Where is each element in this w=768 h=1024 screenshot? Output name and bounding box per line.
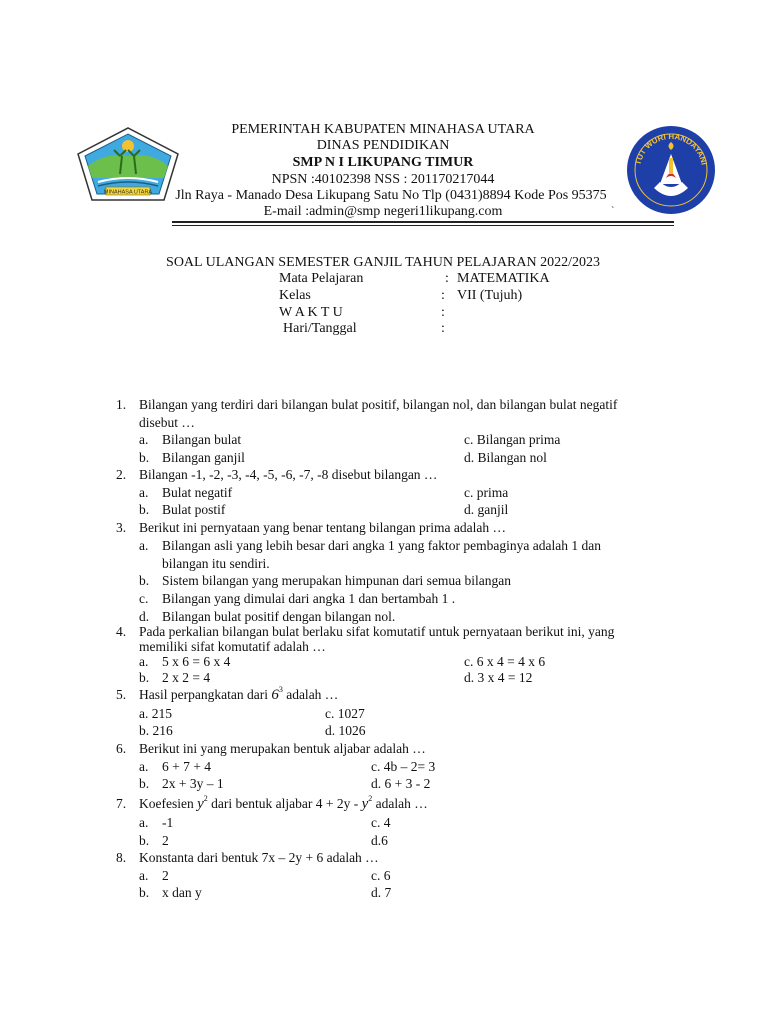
q1-option-a: Bilangan bulat	[162, 432, 242, 447]
field-value-subject: MATEMATIKA	[457, 271, 550, 286]
field-sep-subject: :	[445, 271, 449, 286]
q6-option-b: 2x + 3y – 1	[162, 776, 224, 791]
letterhead-rule-thick	[172, 221, 674, 223]
q7-var2: y	[361, 796, 369, 812]
school-address: Jln Raya - Manado Desa Likupang Satu No Tlp (0431)8894 Kode Pos 95375	[175, 188, 607, 203]
q1-option-a-letter: a.	[139, 432, 149, 447]
q5-option-c: c. 1027	[325, 706, 365, 721]
q8-option-a-letter: a.	[139, 868, 149, 883]
q7-exponent2: 2	[368, 794, 373, 803]
q3-option-b: Sistem bilangan yang merupakan himpunan dari semua bilangan	[162, 573, 512, 588]
field-label-time: W A K T U	[279, 305, 343, 320]
q8-option-c: c. 6	[371, 868, 391, 883]
q6-text: Berikut ini yang merupakan bentuk aljabar adalah …	[139, 741, 426, 756]
q5-option-b: b. 216	[139, 723, 173, 738]
q7-text-mid: dari bentuk aljabar 4 + 2y -	[211, 796, 359, 811]
q2-option-a: Bulat negatif	[162, 485, 233, 500]
q1-text-line1: Bilangan yang terdiri dari bilangan bulat positif, bilangan nol, dan bilangan bulat negatif	[139, 397, 618, 412]
q5-option-a: a. 215	[139, 706, 172, 721]
q2-option-a-letter: a.	[139, 485, 149, 500]
field-sep-date: :	[441, 321, 445, 336]
q1-option-b: Bilangan ganjil	[162, 450, 245, 465]
letterhead-rule-thin	[172, 225, 674, 226]
q4-option-b-letter: b.	[139, 670, 150, 685]
q3-option-c-letter: c.	[139, 591, 149, 606]
q4-option-b: 2 x 2 = 4	[162, 670, 211, 685]
q2-text: Bilangan -1, -2, -3, -4, -5, -6, -7, -8 disebut bilangan …	[139, 467, 438, 482]
q6-number: 6.	[116, 741, 127, 756]
q1-option-b-letter: b.	[139, 450, 150, 465]
q2-option-b: Bulat postif	[162, 502, 226, 517]
q4-option-a: 5 x 6 = 6 x 4	[162, 654, 231, 669]
q3-option-a-letter: a.	[139, 538, 149, 553]
school-email: E-mail :admin@smp negeri1likupang.com	[263, 204, 503, 219]
q7-var: y	[197, 796, 204, 812]
q3-option-b-letter: b.	[139, 573, 150, 588]
exam-title: SOAL ULANGAN SEMESTER GANJIL TAHUN PELAJARAN 2022/2023	[166, 255, 600, 270]
q7-text	[139, 796, 428, 812]
q6-option-a-letter: a.	[139, 759, 149, 774]
q7-text-post: adalah …	[375, 796, 428, 811]
q8-option-b-letter: b.	[139, 885, 150, 900]
left-logo-banner-text: MINAHASA UTARA	[103, 189, 153, 196]
q5-text-post: adalah …	[286, 687, 339, 702]
q8-option-b: x dan y	[162, 885, 202, 900]
school-name: SMP N I LIKUPANG TIMUR	[292, 155, 474, 170]
q3-option-d-letter: d.	[139, 609, 150, 624]
q7-text-pre: Koefesien	[139, 796, 194, 811]
q3-option-a-line2: bilangan itu sendiri.	[162, 556, 270, 571]
q2-option-d: d. ganjil	[464, 502, 509, 517]
q7-number: 7.	[116, 796, 127, 811]
q8-option-a: 2	[162, 868, 169, 883]
q4-option-c: c. 6 x 4 = 4 x 6	[464, 654, 546, 669]
q2-option-c: c. prima	[464, 485, 509, 500]
field-label-subject: Mata Pelajaran	[279, 271, 364, 286]
q7-option-a: -1	[162, 815, 174, 830]
q7-option-b: 2	[162, 833, 169, 848]
q7-option-b-letter: b.	[139, 833, 150, 848]
q3-option-d: Bilangan bulat positif dengan bilangan nol.	[162, 609, 396, 624]
stray-mark: `	[611, 206, 615, 217]
government-name: PEMERINTAH KABUPATEN MINAHASA UTARA	[231, 122, 535, 137]
q7-option-d: d.6	[371, 833, 388, 848]
field-value-class: VII (Tujuh)	[457, 288, 523, 303]
q5-option-d: d. 1026	[325, 723, 366, 738]
q3-text: Berikut ini pernyataan yang benar tentang bilangan prima adalah …	[139, 520, 506, 535]
right-logo-text: TUT WURI HANDAYANI	[633, 131, 709, 166]
q2-option-b-letter: b.	[139, 502, 150, 517]
q6-option-c: c. 4b – 2= 3	[371, 759, 436, 774]
q5-base: 6	[271, 687, 279, 703]
q1-option-c: c. Bilangan prima	[464, 432, 561, 447]
q4-number: 4.	[116, 624, 127, 639]
q8-text: Konstanta dari bentuk 7x – 2y + 6 adalah …	[139, 850, 379, 865]
q3-option-c: Bilangan yang dimulai dari angka 1 dan bertambah 1 .	[162, 591, 456, 606]
q4-text-line1: Pada perkalian bilangan bulat berlaku sifat komutatif untuk pernyataan berikut ini, yang	[139, 624, 615, 639]
tut-wuri-handayani-logo	[624, 124, 718, 216]
q2-number: 2.	[116, 467, 127, 482]
field-label-date: Hari/Tanggal	[283, 321, 357, 336]
q7-option-c: c. 4	[371, 815, 391, 830]
q3-option-a-line1: Bilangan asli yang lebih besar dari angka 1 yang faktor pembaginya adalah 1 dan	[162, 538, 601, 553]
school-ids: NPSN :40102398 NSS : 201170217044	[271, 172, 495, 187]
q5-exponent: 3	[278, 685, 283, 694]
q4-text-line2: memiliki sifat komutatif adalah …	[139, 639, 326, 654]
q1-number: 1.	[116, 397, 127, 412]
q3-number: 3.	[116, 520, 127, 535]
q6-option-b-letter: b.	[139, 776, 150, 791]
q5-number: 5.	[116, 687, 127, 702]
q7-option-a-letter: a.	[139, 815, 149, 830]
q5-text	[139, 687, 338, 703]
q7-exponent: 2	[203, 794, 208, 803]
q4-option-d: d. 3 x 4 = 12	[464, 670, 533, 685]
q6-option-a: 6 + 7 + 4	[162, 759, 211, 774]
q1-option-d: d. Bilangan nol	[464, 450, 547, 465]
q1-text-line2: disebut …	[139, 415, 195, 430]
q8-option-d: d. 7	[371, 885, 392, 900]
field-sep-time: :	[441, 305, 445, 320]
q8-number: 8.	[116, 850, 127, 865]
department-name: DINAS PENDIDIKAN	[316, 138, 450, 153]
minahasa-utara-logo	[76, 126, 180, 202]
q6-option-d: d. 6 + 3 - 2	[371, 776, 431, 791]
q5-text-pre: Hasil perpangkatan dari	[139, 687, 268, 702]
field-label-class: Kelas	[279, 288, 311, 303]
q4-option-a-letter: a.	[139, 654, 149, 669]
field-sep-class: :	[441, 288, 445, 303]
